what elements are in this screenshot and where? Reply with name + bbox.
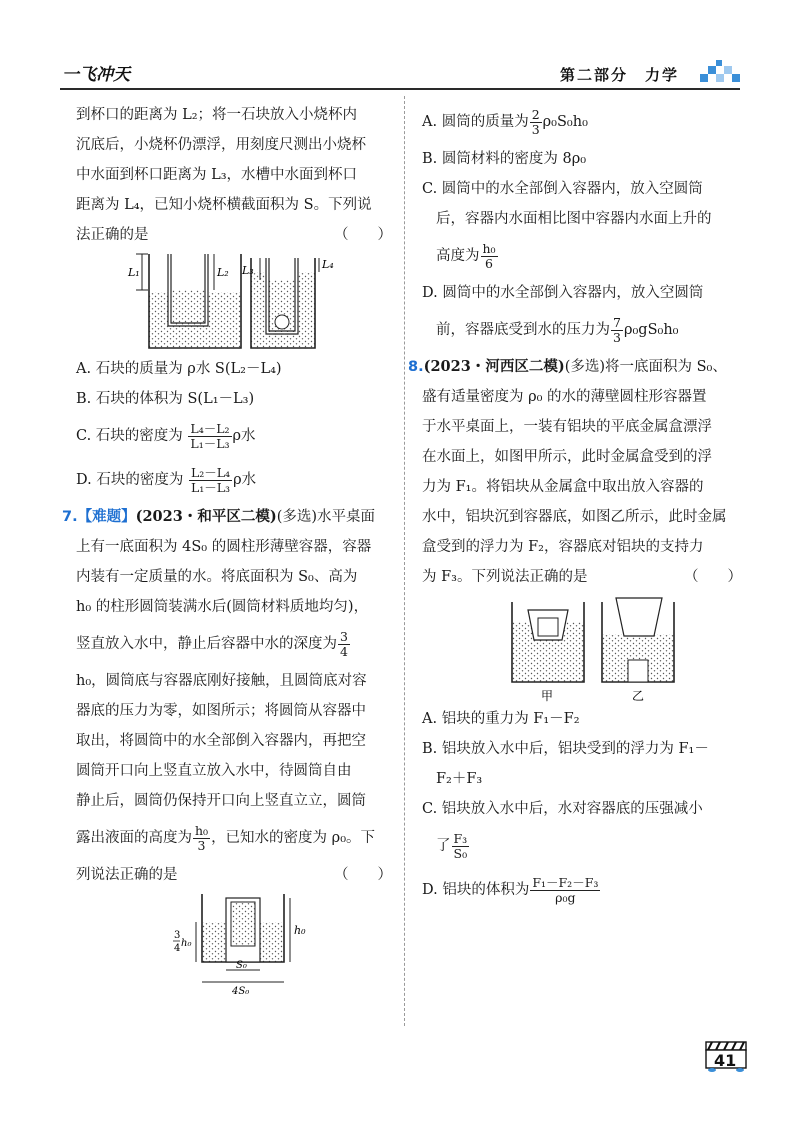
q6-stem-line	[76, 220, 392, 250]
q7-option-a[interactable]	[422, 100, 742, 144]
q7-option-d-line	[422, 308, 742, 352]
q7-stem-line	[76, 860, 392, 890]
q8-stem-line: 于水平桌面上，一装有铝块的平底金属盒漂浮	[422, 419, 712, 435]
frac-num: L₄－L₂	[190, 420, 230, 436]
frac-num: h₀	[482, 240, 496, 256]
frac-den: S₀	[453, 845, 468, 861]
frac-num: h₀	[195, 822, 209, 838]
q6-stem-line: 中水面到杯口距离为 L₃，水槽中水面到杯口	[76, 167, 358, 183]
q7-option-c-line	[422, 234, 742, 278]
q7-option-c-line[interactable]: C. 圆筒中的水全部倒入容器内，放入空圆筒	[422, 181, 703, 197]
frac-den: L₁－L₃	[190, 479, 231, 495]
q7-first-tail: 水平桌面	[317, 509, 376, 525]
frac-den: ρ₀g	[555, 889, 576, 905]
q8-stem-line: 盒受到的浮力为 F₂，容器底对铝块的支持力	[422, 539, 704, 555]
q7-option-a-frac	[530, 108, 542, 137]
q7-stem-line: 器底的压力为零，如图所示；将圆筒从容器中	[76, 703, 366, 719]
q6-option-c-frac	[188, 422, 231, 451]
q8-option-c-line	[422, 824, 742, 868]
frac-num: 2	[531, 106, 540, 122]
frac-num: 7	[613, 314, 621, 330]
q8-stem-line: 水中，铝块沉到容器底，如图乙所示，此时金属	[422, 509, 727, 525]
frac-num: F₁－F₂－F₃	[532, 874, 599, 890]
page-number-badge	[704, 1040, 750, 1072]
q7-option-b[interactable]: B. 圆筒材料的密度为 8ρ₀	[422, 151, 587, 167]
q8-option-c-frac	[452, 832, 470, 861]
depth-frac-num: 3	[174, 930, 181, 941]
q8-multi: (多选)	[564, 359, 606, 375]
q8-stem	[408, 352, 742, 592]
l1-label: L₁	[128, 266, 140, 279]
checker-decoration-icon	[700, 60, 744, 88]
q7-option-a-text: A. 圆筒的质量为	[422, 114, 529, 130]
frac-den: 3	[197, 837, 206, 853]
q7-first-line	[62, 502, 392, 532]
frac-den: L₁－L₃	[190, 435, 230, 451]
right-column	[408, 100, 742, 912]
q8-number: 8.	[408, 359, 424, 375]
left-column	[62, 100, 392, 996]
frac-num: L₂－L₄	[190, 464, 231, 480]
depth-frac-den: 4	[174, 943, 181, 954]
q7-stem	[62, 502, 392, 890]
depth-h0: h₀	[181, 938, 192, 949]
q8-first-tail: 将一底面积为 S₀、	[605, 359, 727, 375]
q7-option-d-suffix: ρ₀gS₀h₀	[623, 322, 679, 338]
q8-stem-line: 盛有适量密度为 ρ₀ 的水的薄壁圆柱形容器置	[422, 389, 707, 405]
q7-option-a-suffix: ρ₀S₀h₀	[542, 114, 588, 130]
q7-stem-line	[76, 816, 392, 860]
q6-option-d-frac	[189, 466, 232, 495]
q8-stem-line	[422, 562, 742, 592]
frac-den: 4	[340, 643, 348, 659]
cylinder-water	[231, 902, 255, 946]
q7-option-c-frac	[481, 242, 498, 271]
q6-option-d-suffix: ρ水	[233, 472, 257, 488]
q7-option-d-text: 前，容器底受到水的压力为	[436, 322, 610, 338]
l4-label: L₄	[322, 258, 334, 271]
q8-option-c-text: 了	[436, 838, 451, 854]
q8-stem-line: 在水面上，如图甲所示，此时金属盒受到的浮	[422, 449, 712, 465]
frac-num: F₃	[453, 830, 468, 846]
q7-stem-line: h₀ 的柱形圆筒装满水后(圆筒材料质地均匀)，	[76, 599, 369, 615]
frac-den: 3	[531, 121, 540, 137]
q8-option-b-line: F₂＋F₃	[436, 771, 483, 787]
q8-option-d[interactable]	[422, 868, 742, 912]
q8-option-c-line[interactable]: C. 铝块放入水中后，水对容器底的压强减小	[422, 801, 703, 817]
section-title: 第二部分 力学	[560, 66, 680, 84]
q7-option-c-text: 高度为	[436, 248, 480, 264]
l3-label: L₃	[242, 264, 254, 277]
q6-stem-end: 法正确的是	[76, 227, 149, 243]
q7-difficulty-tag: 【难题】	[77, 508, 136, 525]
book-title: 一飞冲天	[62, 65, 130, 85]
q6-stem-line: 距离为 L₄，已知小烧杯横截面积为 S。下列说	[76, 197, 372, 213]
q8-stem-line: 力为 F₁。将铝块从金属盒中取出放入容器的	[422, 479, 704, 495]
frac-den: 6	[485, 255, 493, 271]
q7-height-suffix: ，已知水的密度为 ρ₀。下	[211, 830, 376, 846]
q8-options	[422, 704, 742, 912]
q7-stem-line: 上有一底面积为 4S₀ 的圆柱形薄壁容器，容器	[76, 539, 372, 555]
cup-water	[171, 290, 205, 326]
yi-label: 乙	[632, 689, 645, 703]
q7-option-d-line[interactable]: D. 圆筒中的水全部倒入容器内，放入空圆筒	[422, 285, 704, 301]
q6-options	[76, 354, 392, 502]
s0-label: S₀	[236, 960, 247, 971]
q8-option-a[interactable]: A. 铝块的重力为 F₁－F₂	[422, 711, 580, 727]
q7-number: 7.	[62, 509, 78, 525]
q7-multi: (多选)	[276, 509, 318, 525]
q7-stem-line: 取出，将圆筒中的水全部倒入容器内，再把空	[76, 733, 366, 749]
q6-option-d[interactable]	[76, 458, 392, 502]
q7-option-d-frac	[611, 316, 623, 345]
q7-figure	[76, 890, 392, 996]
q7-stem-end: 列说法正确的是	[76, 867, 178, 883]
yi-box	[616, 598, 662, 636]
q6-stem	[76, 100, 392, 250]
l2-label: L₂	[217, 266, 229, 279]
q6-option-c-suffix: ρ水	[232, 428, 256, 444]
q6-option-c[interactable]	[76, 414, 392, 458]
jia-aluminum-block	[538, 618, 558, 636]
column-divider	[404, 96, 405, 1026]
q8-stem-end: 为 F₃。下列说法正确的是	[422, 569, 588, 585]
frac-num: 3	[340, 628, 348, 644]
q6-answer-paren: （ ）	[334, 227, 392, 243]
q7-height-text: 露出液面的高度为	[76, 830, 192, 846]
q7-height-frac	[193, 824, 210, 853]
q7-stem-line: 圆筒开口向上竖直立放入水中，待圆筒自由	[76, 763, 352, 779]
h0-label: h₀	[294, 924, 306, 937]
q6-option-b[interactable]: B. 石块的体积为 S(L₁－L₃)	[76, 391, 255, 407]
q8-answer-paren: （ ）	[684, 569, 742, 585]
header-rule	[60, 88, 740, 90]
page-number: 41	[714, 1051, 737, 1070]
q6-option-d-text: D. 石块的密度为	[76, 472, 184, 488]
q8-first-line	[408, 352, 742, 382]
q8-option-d-frac	[530, 876, 600, 905]
q7-options	[422, 100, 742, 352]
q7-stem-line: h₀，圆筒底与容器底刚好接触，且圆筒底对容	[76, 673, 367, 689]
q7-depth-text: 竖直放入水中，静止后容器中水的深度为	[76, 636, 337, 652]
q7-option-c-line: 后，容器内水面相比图中容器内水面上升的	[436, 211, 712, 227]
q8-source: (2023・河西区二模)	[423, 358, 565, 375]
q8-figure	[422, 592, 742, 704]
q7-source: (2023・和平区二模)	[135, 508, 277, 525]
q8-option-d-text: D. 铝块的体积为	[422, 882, 530, 898]
q7-stem-line	[76, 622, 392, 666]
q6-option-a[interactable]: A. 石块的质量为 ρ水 S(L₂－L₄)	[76, 361, 282, 377]
q6-stem-line: 到杯口的距离为 L₂；将一石块放入小烧杯内	[76, 107, 358, 123]
q7-answer-paren: （ ）	[334, 867, 392, 883]
frac-den: 3	[613, 329, 621, 345]
stone-icon	[275, 315, 289, 329]
q6-option-c-text: C. 石块的密度为	[76, 428, 183, 444]
q7-stem-line: 静止后，圆筒仍保持开口向上竖直立立，圆筒	[76, 793, 366, 809]
q6-stem-line: 沉底后，小烧杯仍漂浮，用刻度尺测出小烧杯	[76, 137, 366, 153]
s4-label: 4S₀	[232, 986, 250, 996]
q6-figure	[76, 250, 392, 354]
jia-label: 甲	[541, 689, 554, 703]
q7-depth-frac	[338, 630, 350, 659]
q7-stem-line: 内装有一定质量的水。将底面积为 S₀、高为	[76, 569, 358, 585]
yi-aluminum-block	[628, 660, 648, 682]
q8-option-b-line[interactable]: B. 铝块放入水中后，铝块受到的浮力为 F₁－	[422, 741, 709, 757]
